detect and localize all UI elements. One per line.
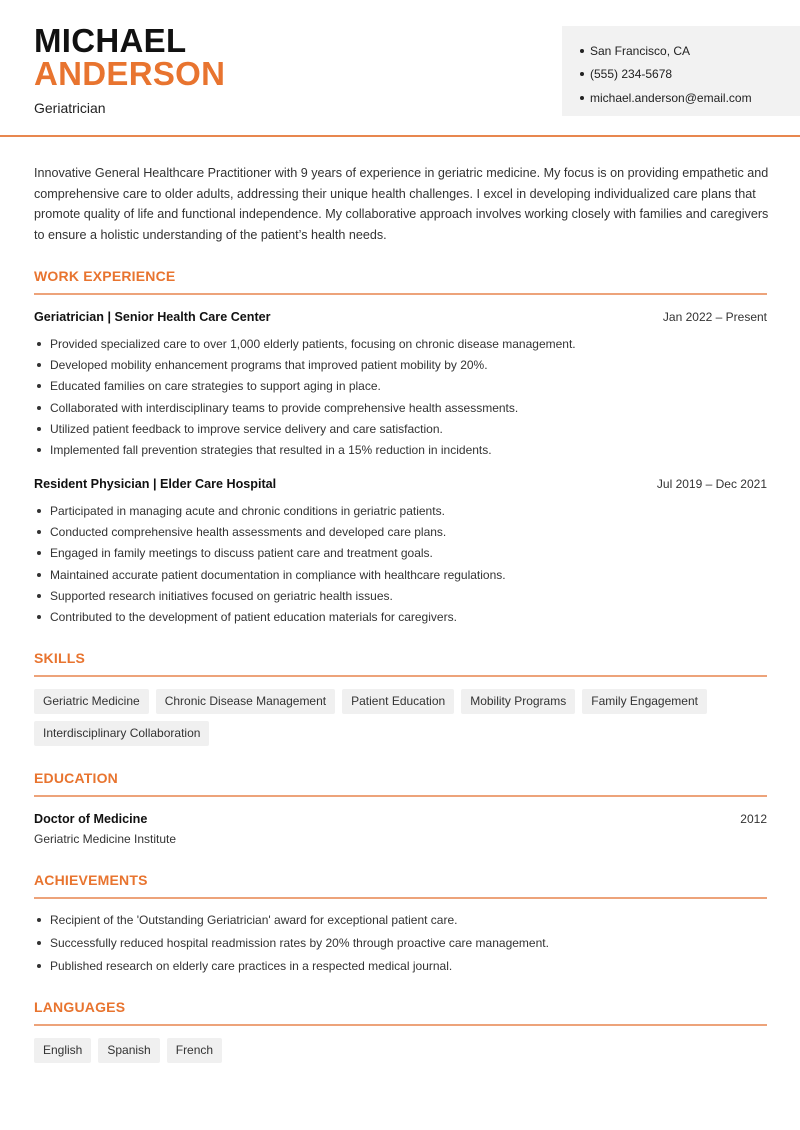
language-chip: French <box>167 1038 222 1063</box>
section-divider <box>34 675 767 677</box>
list-item-text: Conducted comprehensive health assessments and developed care plans. <box>50 524 447 539</box>
list-item-text: Implemented fall prevention strategies that resulted in a 15% reduction in incidents. <box>50 443 492 458</box>
bullet-icon <box>37 941 41 945</box>
contact-phone <box>580 63 800 87</box>
bullet-icon <box>37 448 41 452</box>
bullet-icon <box>37 427 41 431</box>
bullet-icon <box>580 72 584 76</box>
achievements-list <box>34 909 767 977</box>
section-divider <box>34 1024 767 1026</box>
list-item <box>34 397 767 418</box>
bullet-icon <box>37 551 41 555</box>
list-item <box>34 606 767 627</box>
job-bullets <box>34 333 767 461</box>
skill-chip: Chronic Disease Management <box>156 689 335 714</box>
bullet-icon <box>37 918 41 922</box>
job-dates: Jul 2019 – Dec 2021 <box>656 477 767 491</box>
bullet-icon <box>37 342 41 346</box>
job-bullets <box>34 500 767 628</box>
language-chip: English <box>34 1038 91 1063</box>
contact-email <box>580 86 800 110</box>
skill-chip: Family Engagement <box>582 689 707 714</box>
resume-header <box>0 0 800 137</box>
job-header <box>34 310 767 324</box>
list-item-text: Participated in managing acute and chronic conditions in geriatric patients. <box>50 503 445 518</box>
bullet-icon <box>37 530 41 534</box>
last-name: ANDERSON <box>34 55 226 92</box>
contact-location <box>580 39 800 63</box>
section-divider <box>34 795 767 797</box>
education-school: Geriatric Medicine Institute <box>34 832 177 846</box>
bullet-icon <box>580 96 584 100</box>
bullet-icon <box>37 363 41 367</box>
section-title-education: EDUCATION <box>34 770 118 786</box>
list-item <box>34 376 767 397</box>
list-item-text: Published research on elderly care practices in a respected medical journal. <box>50 958 453 973</box>
list-item-text: Contributed to the development of patient education materials for caregivers. <box>50 610 457 625</box>
list-item <box>34 585 767 606</box>
job-role: Geriatrician | Senior Health Care Center <box>34 310 271 324</box>
skill-chip: Interdisciplinary Collaboration <box>34 721 209 746</box>
list-item-text: Supported research initiatives focused on geriatric health issues. <box>50 588 393 603</box>
section-title-skills: SKILLS <box>34 650 85 666</box>
contact-location-text: San Francisco, CA <box>590 43 691 58</box>
education-year: 2012 <box>740 812 767 826</box>
list-item-text: Collaborated with interdisciplinary teams to provide comprehensive health assessments. <box>50 400 519 415</box>
skill-chip: Geriatric Medicine <box>34 689 149 714</box>
list-item <box>34 354 767 375</box>
contact-email-text: michael.anderson@email.com <box>590 90 752 105</box>
list-item <box>34 909 767 932</box>
list-item-text: Developed mobility enhancement programs that improved patient mobility by 20%. <box>50 357 488 372</box>
section-divider <box>34 897 767 899</box>
bullet-icon <box>37 509 41 513</box>
skills-list <box>34 689 767 753</box>
education-degree: Doctor of Medicine <box>34 812 148 826</box>
skill-chip: Patient Education <box>342 689 454 714</box>
section-title-work: WORK EXPERIENCE <box>34 268 176 284</box>
bullet-icon <box>37 406 41 410</box>
job-header <box>34 477 767 491</box>
bullet-icon <box>37 384 41 388</box>
list-item <box>34 500 767 521</box>
skill-chip: Mobility Programs <box>461 689 575 714</box>
list-item-text: Educated families on care strategies to support aging in place. <box>50 379 381 394</box>
list-item <box>34 521 767 542</box>
professional-summary: Innovative General Healthcare Practitioner with 9 years of experience in geriatric medicine. My focus is on providing empathetic and comprehensive care to older adults, addressing their unique health challenges. I excel in developing individualized care plans that promote quality of life and functional independence. My collaborative approach involves working closely with families and caregivers to ensure a holistic understanding of the patient’s health needs. <box>34 166 769 243</box>
section-divider <box>34 293 767 295</box>
list-item-text: Successfully reduced hospital readmission rates by 20% through proactive care management. <box>50 936 549 951</box>
contact-box <box>562 26 800 116</box>
list-item <box>34 418 767 439</box>
list-item <box>34 333 767 354</box>
first-name: MICHAEL <box>34 22 187 59</box>
job-role: Resident Physician | Elder Care Hospital <box>34 477 277 491</box>
list-item-text: Recipient of the 'Outstanding Geriatrician' award for exceptional patient care. <box>50 913 458 928</box>
list-item-text: Provided specialized care to over 1,000 elderly patients, focusing on chronic disease management. <box>50 336 576 351</box>
list-item-text: Engaged in family meetings to discuss patient care and treatment goals. <box>50 546 433 561</box>
bullet-icon <box>37 573 41 577</box>
bullet-icon <box>37 615 41 619</box>
section-title-languages: LANGUAGES <box>34 999 126 1015</box>
bullet-icon <box>37 964 41 968</box>
list-item <box>34 954 767 977</box>
job-dates: Jan 2022 – Present <box>662 310 767 324</box>
bullet-icon <box>37 594 41 598</box>
section-title-achievements: ACHIEVEMENTS <box>34 872 148 888</box>
job-title: Geriatrician <box>34 100 106 116</box>
list-item <box>34 439 767 460</box>
bullet-icon <box>580 49 584 53</box>
contact-phone-text: (555) 234-5678 <box>590 67 673 82</box>
list-item <box>34 932 767 955</box>
list-item-text: Utilized patient feedback to improve service delivery and care satisfaction. <box>50 421 443 436</box>
list-item-text: Maintained accurate patient documentation in compliance with healthcare regulations. <box>50 567 506 582</box>
language-chip: Spanish <box>98 1038 159 1063</box>
list-item <box>34 564 767 585</box>
languages-list <box>34 1038 767 1070</box>
list-item <box>34 543 767 564</box>
